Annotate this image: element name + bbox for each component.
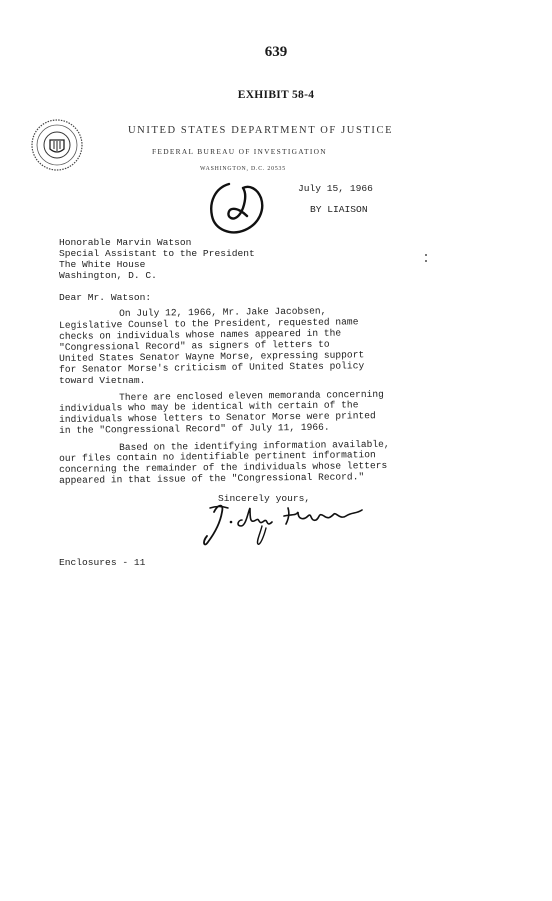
paragraph-line: in the "Congressional Record" of July 11, 1966.	[59, 421, 330, 436]
paragraph-line: United States Senator Wayne Morse, expressing support	[59, 349, 365, 364]
letterhead-bureau: FEDERAL BUREAU OF INVESTIGATION	[152, 147, 327, 156]
paragraph-line: toward Vietnam.	[59, 375, 146, 386]
recipient-line: Special Assistant to the President	[59, 248, 255, 259]
margin-mark	[425, 260, 427, 262]
paragraph-line: "Congressional Record" as signers of letters to	[59, 338, 330, 353]
exhibit-title: EXHIBIT 58-4	[237, 89, 315, 101]
fbi-seal-icon	[30, 118, 84, 172]
closing: Sincerely yours,	[218, 493, 311, 504]
signature-icon	[200, 498, 375, 550]
paragraph-line: for Senator Morse's criticism of United States policy	[59, 360, 365, 375]
delivery-method: BY LIAISON	[310, 204, 368, 215]
paragraph-line: Legislative Counsel to the President, requested name	[59, 316, 359, 331]
margin-mark	[425, 254, 427, 256]
page-number: 639	[264, 44, 288, 60]
paragraph-line: There are enclosed eleven memoranda concerning	[119, 388, 384, 403]
recipient-line: Honorable Marvin Watson	[59, 237, 192, 248]
paragraph-line: our files contain no identifiable pertinent information	[59, 449, 376, 464]
salutation: Dear Mr. Watson:	[59, 292, 152, 303]
letterhead-city: WASHINGTON, D.C. 20535	[200, 166, 286, 172]
recipient-line: The White House	[59, 259, 146, 270]
paragraph-line: concerning the remainder of the individuals whose letters	[59, 459, 388, 475]
paragraph-line: checks on individuals whose names appeared in the	[59, 327, 342, 342]
letterhead-department: UNITED STATES DEPARTMENT OF JUSTICE	[128, 125, 394, 136]
letter-date: July 15, 1966	[298, 183, 373, 194]
paragraph-line: On July 12, 1966, Mr. Jake Jacobsen,	[119, 305, 327, 319]
handwritten-mark-icon	[207, 180, 267, 238]
enclosures-note: Enclosures - 11	[59, 557, 146, 568]
paragraph-line: individuals whose letters to Senator Morse were printed	[59, 410, 376, 425]
paragraph-line: Based on the identifying information available,	[119, 438, 390, 453]
paragraph-line: appeared in that issue of the "Congressional Record."	[59, 471, 365, 486]
paragraph-line: individuals who may be identical with certain of the	[59, 399, 359, 414]
recipient-line: Washington, D. C.	[59, 270, 157, 281]
